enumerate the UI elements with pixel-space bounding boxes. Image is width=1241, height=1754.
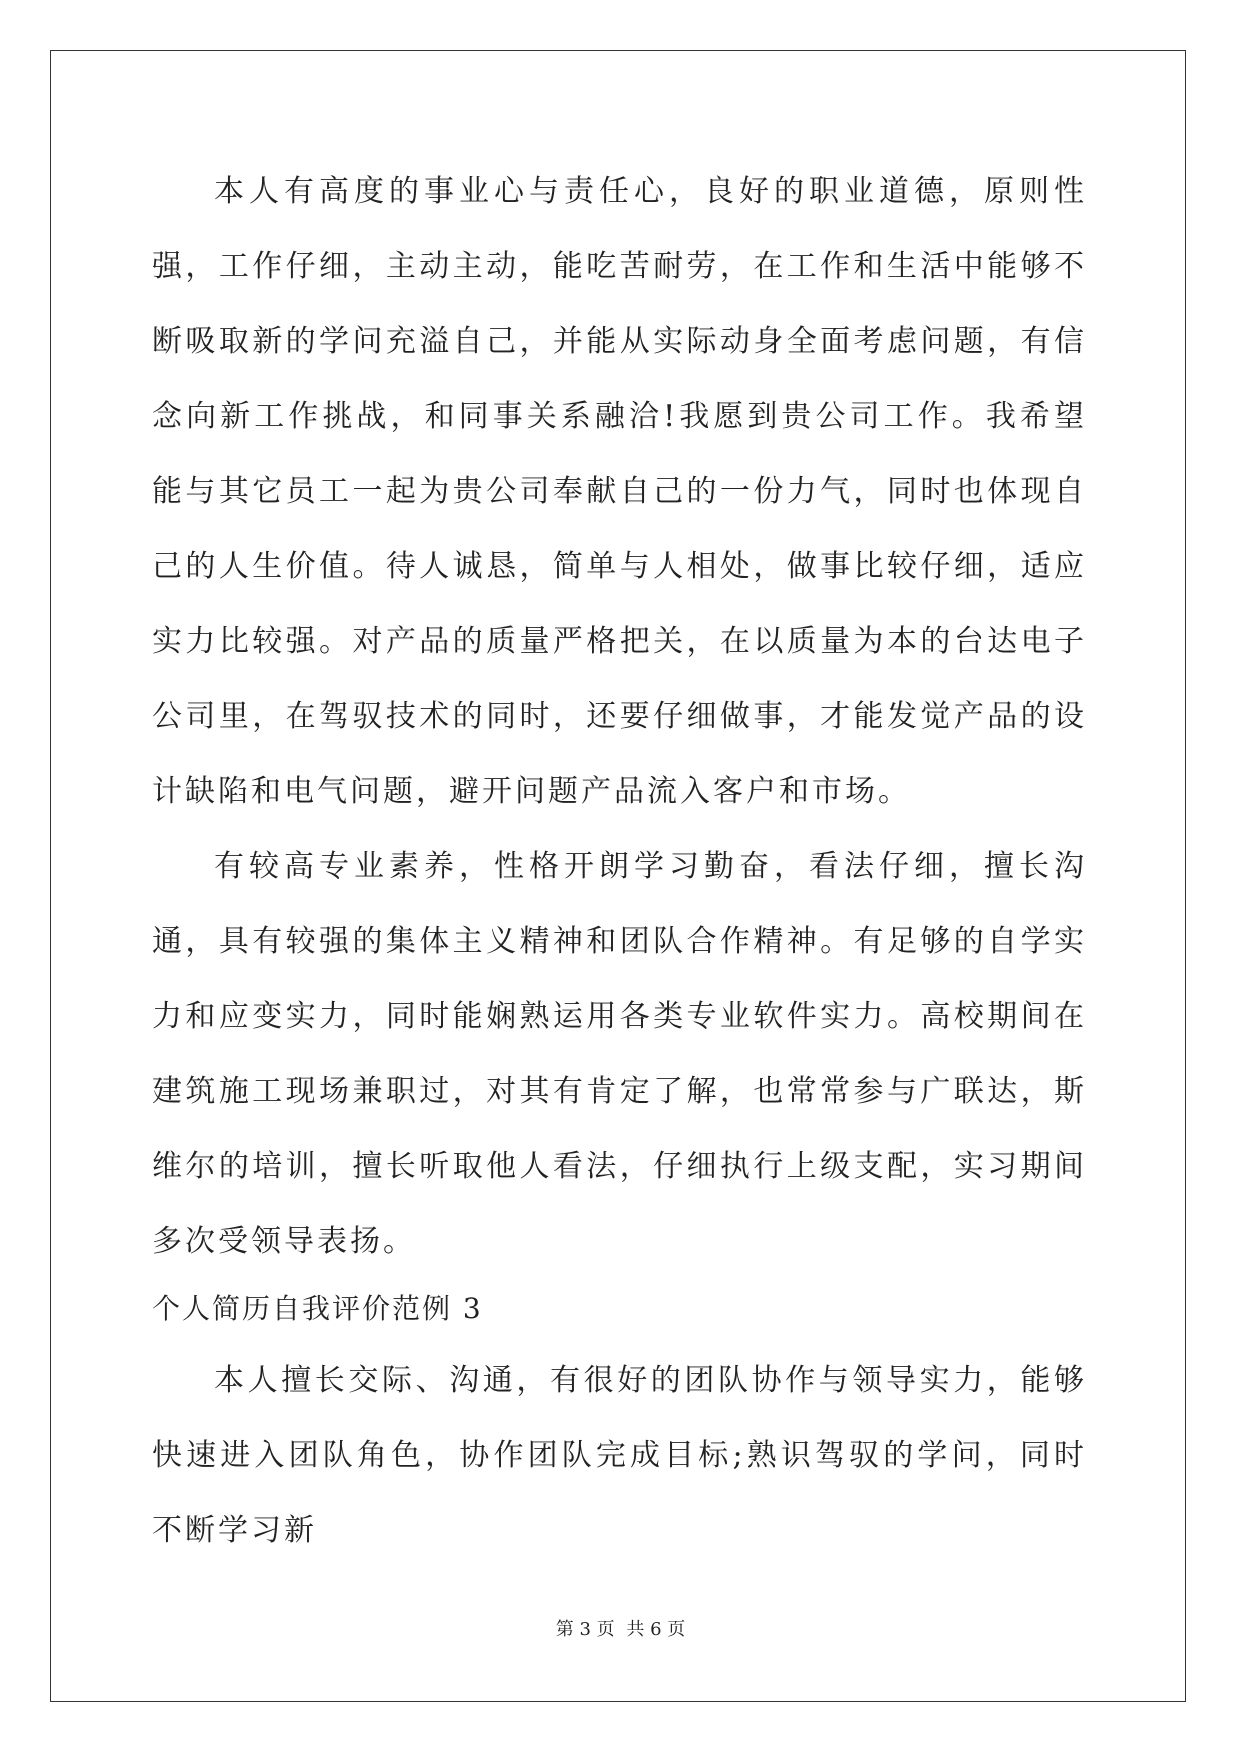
page-footer: [0, 1615, 1241, 1641]
document-body: [152, 154, 1087, 1568]
section-heading: 个人简历自我评价范例 3: [152, 1292, 483, 1325]
page-total: 共 6 页: [626, 1619, 686, 1640]
section-paragraph-1: 本人擅长交际、沟通，有很好的团队协作与领导实力，能够快速进入团队角色，协作团队完成目标;熟识驾驭的学问，同时不断学习新: [152, 1363, 1087, 1548]
page-number: 第 3 页: [555, 1619, 615, 1640]
body-paragraph-1: 本人有高度的事业心与责任心，良好的职业道德，原则性强，工作仔细，主动主动，能吃苦耐劳，在工作和生活中能够不断吸取新的学问充溢自己，并能从实际动身全面考虑问题，有信念向新工作挑战，和同事关系融洽!我愿到贵公司工作。我希望能与其它员工一起为贵公司奉献自己的一份力气，同时也体现自己的人生价值。待人诚恳，简单与人相处，做事比较仔细，适应实力比较强。对产品的质量严格把关，在以质量为本的台达电子公司里，在驾驭技术的同时，还要仔细做事，才能发觉产品的设计缺陷和电气问题，避开问题产品流入客户和市场。: [152, 174, 1087, 809]
body-paragraph-2: 有较高专业素养，性格开朗学习勤奋，看法仔细，擅长沟通，具有较强的集体主义精神和团队合作精神。有足够的自学实力和应变实力，同时能娴熟运用各类专业软件实力。高校期间在建筑施工现场兼职过，对其有肯定了解，也常常参与广联达，斯维尔的培训，擅长听取他人看法，仔细执行上级支配，实习期间多次受领导表扬。: [152, 849, 1087, 1259]
